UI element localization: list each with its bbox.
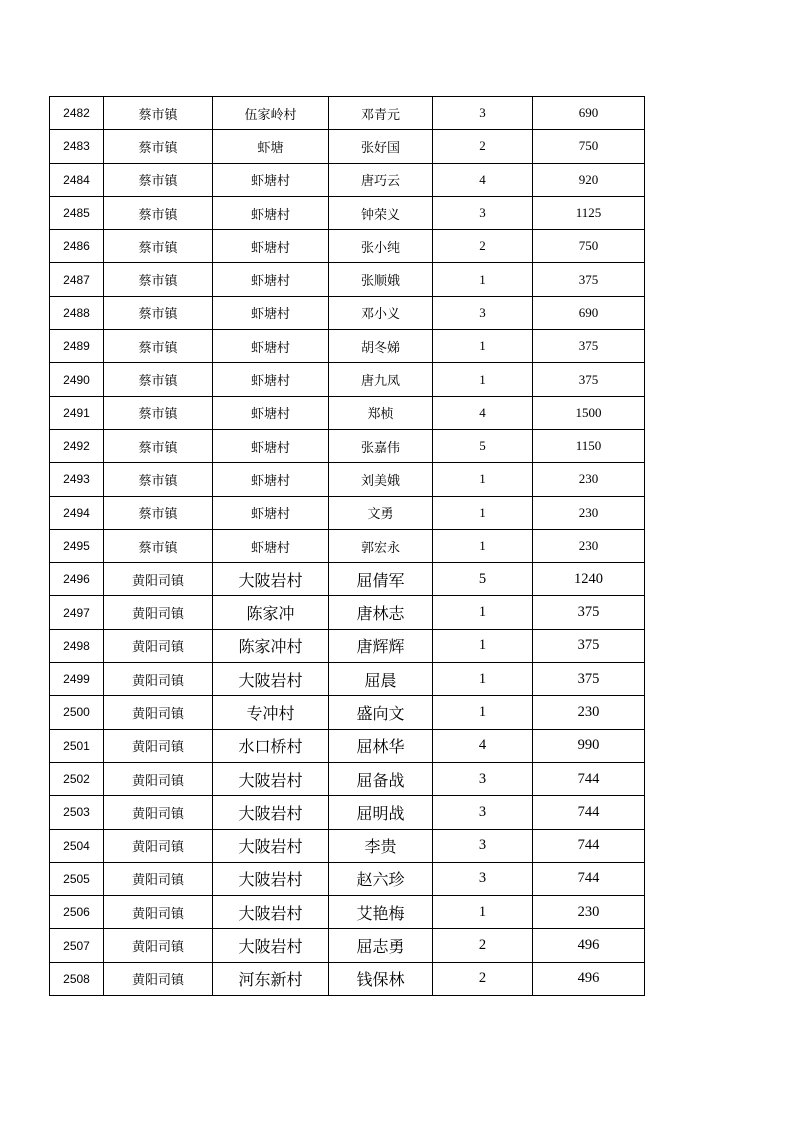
cell-town: 蔡市镇: [104, 196, 213, 229]
cell-town: 黄阳司镇: [104, 696, 213, 729]
cell-village: 虾塘: [213, 130, 329, 163]
cell-village: 虾塘村: [213, 196, 329, 229]
cell-amount: 230: [533, 896, 645, 929]
cell-serial-number: 2492: [50, 429, 104, 462]
cell-town: 蔡市镇: [104, 396, 213, 429]
cell-amount: 375: [533, 629, 645, 662]
cell-serial-number: 2491: [50, 396, 104, 429]
cell-town: 蔡市镇: [104, 463, 213, 496]
cell-serial-number: 2496: [50, 563, 104, 596]
cell-household-count: 2: [433, 962, 533, 995]
cell-town: 黄阳司镇: [104, 729, 213, 762]
cell-amount: 750: [533, 230, 645, 263]
cell-serial-number: 2494: [50, 496, 104, 529]
cell-household-count: 3: [433, 796, 533, 829]
cell-amount: 690: [533, 97, 645, 130]
cell-town: 黄阳司镇: [104, 829, 213, 862]
cell-village: 大陂岩村: [213, 829, 329, 862]
cell-amount: 744: [533, 796, 645, 829]
cell-town: 黄阳司镇: [104, 596, 213, 629]
cell-serial-number: 2487: [50, 263, 104, 296]
table-row: [50, 629, 645, 662]
cell-amount: 230: [533, 496, 645, 529]
cell-town: 蔡市镇: [104, 230, 213, 263]
cell-serial-number: 2502: [50, 762, 104, 795]
cell-person-name: 钱保林: [329, 962, 433, 995]
cell-person-name: 屈志勇: [329, 929, 433, 962]
table-row: [50, 862, 645, 895]
cell-serial-number: 2504: [50, 829, 104, 862]
cell-person-name: 邓青元: [329, 97, 433, 130]
table-row: [50, 962, 645, 995]
cell-serial-number: 2490: [50, 363, 104, 396]
cell-village: 大陂岩村: [213, 796, 329, 829]
cell-town: 蔡市镇: [104, 429, 213, 462]
cell-person-name: 张顺娥: [329, 263, 433, 296]
cell-household-count: 2: [433, 130, 533, 163]
cell-serial-number: 2482: [50, 97, 104, 130]
cell-town: 蔡市镇: [104, 363, 213, 396]
cell-town: 蔡市镇: [104, 97, 213, 130]
cell-town: 黄阳司镇: [104, 762, 213, 795]
cell-household-count: 1: [433, 896, 533, 929]
table-row: [50, 729, 645, 762]
cell-person-name: 钟荣义: [329, 196, 433, 229]
cell-village: 河东新村: [213, 962, 329, 995]
cell-amount: 920: [533, 163, 645, 196]
cell-serial-number: 2499: [50, 663, 104, 696]
cell-amount: 1150: [533, 429, 645, 462]
cell-serial-number: 2493: [50, 463, 104, 496]
cell-amount: 1125: [533, 196, 645, 229]
table-body: [50, 97, 645, 996]
cell-person-name: 胡冬娣: [329, 330, 433, 363]
cell-person-name: 邓小义: [329, 296, 433, 329]
cell-amount: 496: [533, 929, 645, 962]
cell-amount: 744: [533, 862, 645, 895]
cell-person-name: 盛向文: [329, 696, 433, 729]
cell-village: 虾塘村: [213, 330, 329, 363]
cell-village: 虾塘村: [213, 363, 329, 396]
cell-serial-number: 2501: [50, 729, 104, 762]
cell-person-name: 张嘉伟: [329, 429, 433, 462]
cell-household-count: 2: [433, 929, 533, 962]
table-row: [50, 363, 645, 396]
cell-serial-number: 2485: [50, 196, 104, 229]
cell-amount: 744: [533, 829, 645, 862]
cell-village: 大陂岩村: [213, 762, 329, 795]
table-row: [50, 596, 645, 629]
cell-village: 虾塘村: [213, 230, 329, 263]
cell-village: 大陂岩村: [213, 563, 329, 596]
cell-serial-number: 2505: [50, 862, 104, 895]
cell-village: 虾塘村: [213, 529, 329, 562]
cell-serial-number: 2506: [50, 896, 104, 929]
cell-serial-number: 2486: [50, 230, 104, 263]
cell-amount: 1240: [533, 563, 645, 596]
cell-person-name: 唐林志: [329, 596, 433, 629]
cell-person-name: 刘美娥: [329, 463, 433, 496]
cell-serial-number: 2495: [50, 529, 104, 562]
cell-serial-number: 2489: [50, 330, 104, 363]
cell-household-count: 1: [433, 529, 533, 562]
table-row: [50, 829, 645, 862]
cell-amount: 744: [533, 762, 645, 795]
cell-household-count: 4: [433, 396, 533, 429]
cell-serial-number: 2503: [50, 796, 104, 829]
cell-village: 虾塘村: [213, 463, 329, 496]
cell-amount: 375: [533, 330, 645, 363]
cell-amount: 230: [533, 463, 645, 496]
table-row: [50, 130, 645, 163]
cell-town: 蔡市镇: [104, 263, 213, 296]
cell-village: 伍家岭村: [213, 97, 329, 130]
cell-household-count: 1: [433, 363, 533, 396]
cell-town: 黄阳司镇: [104, 962, 213, 995]
cell-household-count: 1: [433, 696, 533, 729]
table-row: [50, 696, 645, 729]
table-row: [50, 796, 645, 829]
cell-amount: 230: [533, 696, 645, 729]
cell-household-count: 3: [433, 862, 533, 895]
cell-town: 黄阳司镇: [104, 563, 213, 596]
cell-village: 陈家冲村: [213, 629, 329, 662]
cell-village: 虾塘村: [213, 396, 329, 429]
cell-person-name: 艾艳梅: [329, 896, 433, 929]
cell-town: 黄阳司镇: [104, 663, 213, 696]
table-row: [50, 330, 645, 363]
cell-person-name: 唐辉辉: [329, 629, 433, 662]
cell-household-count: 1: [433, 463, 533, 496]
cell-person-name: 张小纯: [329, 230, 433, 263]
cell-town: 蔡市镇: [104, 496, 213, 529]
table-row: [50, 563, 645, 596]
cell-amount: 750: [533, 130, 645, 163]
table-row: [50, 896, 645, 929]
cell-household-count: 3: [433, 296, 533, 329]
table-row: [50, 296, 645, 329]
table-row: [50, 929, 645, 962]
cell-town: 黄阳司镇: [104, 796, 213, 829]
cell-household-count: 2: [433, 230, 533, 263]
cell-person-name: 文勇: [329, 496, 433, 529]
cell-household-count: 5: [433, 429, 533, 462]
cell-household-count: 3: [433, 97, 533, 130]
table-row: [50, 263, 645, 296]
cell-person-name: 郭宏永: [329, 529, 433, 562]
cell-person-name: 唐巧云: [329, 163, 433, 196]
cell-town: 黄阳司镇: [104, 862, 213, 895]
cell-household-count: 1: [433, 330, 533, 363]
cell-amount: 375: [533, 263, 645, 296]
cell-village: 陈家冲: [213, 596, 329, 629]
cell-amount: 690: [533, 296, 645, 329]
data-table: [49, 96, 645, 996]
cell-person-name: 郑桢: [329, 396, 433, 429]
cell-village: 大陂岩村: [213, 896, 329, 929]
table-row: [50, 663, 645, 696]
cell-household-count: 1: [433, 663, 533, 696]
cell-person-name: 屈倩军: [329, 563, 433, 596]
cell-serial-number: 2497: [50, 596, 104, 629]
cell-village: 水口桥村: [213, 729, 329, 762]
cell-serial-number: 2507: [50, 929, 104, 962]
cell-serial-number: 2498: [50, 629, 104, 662]
cell-village: 虾塘村: [213, 496, 329, 529]
cell-person-name: 屈林华: [329, 729, 433, 762]
cell-household-count: 1: [433, 629, 533, 662]
cell-person-name: 屈明战: [329, 796, 433, 829]
cell-serial-number: 2500: [50, 696, 104, 729]
cell-household-count: 1: [433, 496, 533, 529]
cell-town: 蔡市镇: [104, 163, 213, 196]
cell-amount: 1500: [533, 396, 645, 429]
cell-serial-number: 2508: [50, 962, 104, 995]
cell-person-name: 张好国: [329, 130, 433, 163]
cell-household-count: 1: [433, 263, 533, 296]
cell-amount: 496: [533, 962, 645, 995]
cell-town: 蔡市镇: [104, 330, 213, 363]
cell-person-name: 屈备战: [329, 762, 433, 795]
cell-village: 虾塘村: [213, 296, 329, 329]
cell-household-count: 5: [433, 563, 533, 596]
cell-village: 虾塘村: [213, 429, 329, 462]
cell-household-count: 4: [433, 163, 533, 196]
cell-village: 虾塘村: [213, 263, 329, 296]
table-row: [50, 429, 645, 462]
table-row: [50, 230, 645, 263]
cell-serial-number: 2483: [50, 130, 104, 163]
cell-village: 大陂岩村: [213, 862, 329, 895]
cell-person-name: 唐九凤: [329, 363, 433, 396]
cell-amount: 230: [533, 529, 645, 562]
table-row: [50, 496, 645, 529]
cell-person-name: 屈晨: [329, 663, 433, 696]
cell-amount: 375: [533, 663, 645, 696]
cell-person-name: 赵六珍: [329, 862, 433, 895]
table-row: [50, 396, 645, 429]
cell-town: 蔡市镇: [104, 529, 213, 562]
cell-town: 蔡市镇: [104, 130, 213, 163]
cell-town: 黄阳司镇: [104, 629, 213, 662]
cell-household-count: 3: [433, 196, 533, 229]
cell-household-count: 4: [433, 729, 533, 762]
cell-amount: 990: [533, 729, 645, 762]
cell-serial-number: 2488: [50, 296, 104, 329]
cell-household-count: 1: [433, 596, 533, 629]
table-row: [50, 463, 645, 496]
cell-amount: 375: [533, 363, 645, 396]
cell-household-count: 3: [433, 762, 533, 795]
cell-town: 黄阳司镇: [104, 896, 213, 929]
cell-amount: 375: [533, 596, 645, 629]
cell-town: 黄阳司镇: [104, 929, 213, 962]
cell-household-count: 3: [433, 829, 533, 862]
cell-town: 蔡市镇: [104, 296, 213, 329]
cell-person-name: 李贵: [329, 829, 433, 862]
cell-village: 专冲村: [213, 696, 329, 729]
cell-village: 大陂岩村: [213, 929, 329, 962]
cell-village: 大陂岩村: [213, 663, 329, 696]
table-row: [50, 762, 645, 795]
cell-serial-number: 2484: [50, 163, 104, 196]
cell-village: 虾塘村: [213, 163, 329, 196]
table-row: [50, 529, 645, 562]
table-row: [50, 163, 645, 196]
table-row: [50, 196, 645, 229]
table-row: [50, 97, 645, 130]
